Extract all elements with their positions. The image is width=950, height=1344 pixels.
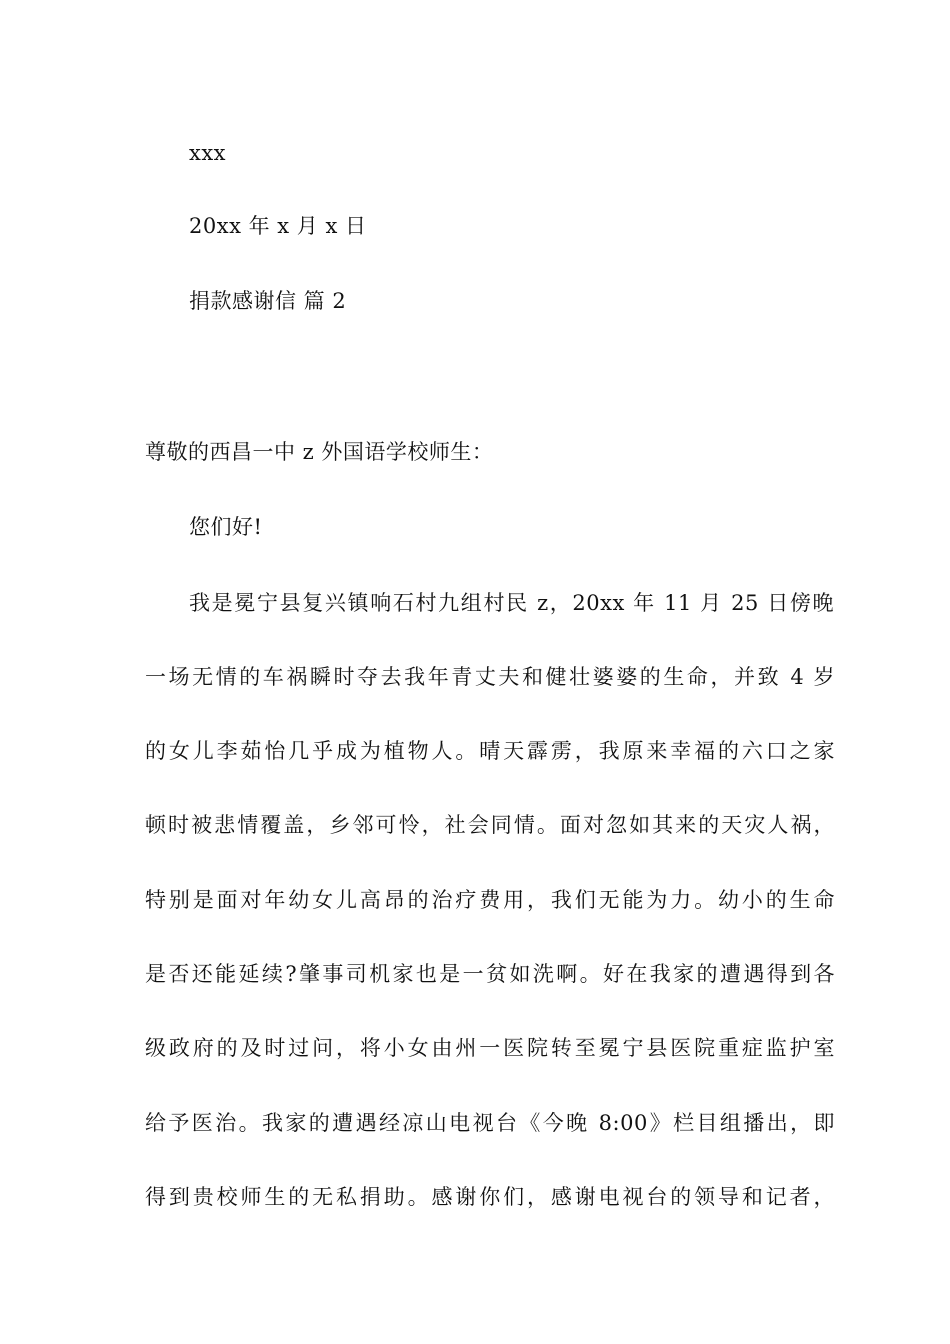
body-line: 顿时被悲情覆盖，乡邻可怜，社会同情。面对忽如其来的天灾人祸， [145, 813, 835, 837]
body-line: 一场无情的车祸瞬时夺去我年青丈夫和健壮婆婆的生命，并致 4 岁 [145, 665, 835, 689]
letter-greeting: 您们好! [189, 515, 263, 539]
signature-name: xxx [189, 141, 227, 165]
body-line: 级政府的及时过问，将小女由州一医院转至冕宁县医院重症监护室 [145, 1036, 835, 1060]
section-heading: 捐款感谢信 篇 2 [189, 289, 347, 313]
body-line: 我是冕宁县复兴镇响石村九组村民 z，20xx 年 11 月 25 日傍晚 [189, 591, 834, 615]
body-line: 是否还能延续?肇事司机家也是一贫如洗啊。好在我家的遭遇得到各 [145, 962, 835, 986]
body-line: 特别是面对年幼女儿高昂的治疗费用，我们无能为力。幼小的生命 [145, 888, 835, 912]
body-line: 给予医治。我家的遭遇经凉山电视台《今晚 8:00》栏目组播出，即 [145, 1111, 835, 1135]
body-line: 的女儿李茹怡几乎成为植物人。晴天霹雳，我原来幸福的六口之家 [145, 739, 835, 763]
letter-salutation: 尊敬的西昌一中 z 外国语学校师生： [145, 440, 494, 464]
signature-date: 20xx 年 x 月 x 日 [189, 214, 367, 238]
body-line: 得到贵校师生的无私捐助。感谢你们，感谢电视台的领导和记者， [145, 1185, 835, 1209]
